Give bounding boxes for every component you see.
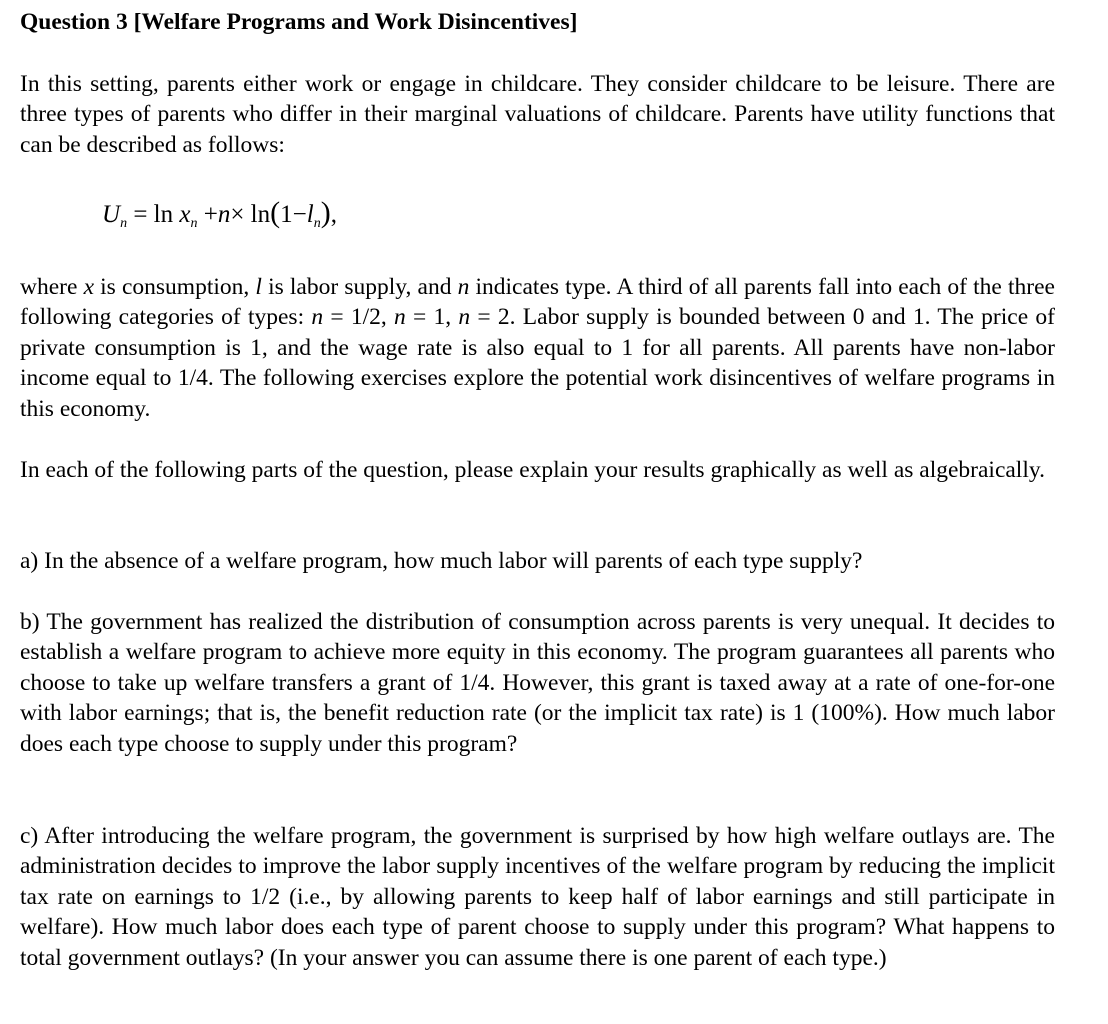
document-page [20, 6, 1055, 971]
formula-close-paren: ) [320, 196, 331, 229]
formula-one-minus: 1− [280, 201, 307, 228]
question-title: Question 3 [Welfare Programs and Work Disincentives] [20, 9, 578, 35]
where-val-1: = 1/2, [323, 304, 395, 331]
formula-l: l [306, 201, 314, 228]
formula-sub-n: n [120, 216, 128, 231]
formula-comma: , [330, 201, 337, 228]
where-var-n: n [457, 274, 470, 300]
part-a: a) In the absence of a welfare program, how much labor will parents of each type supply? [20, 548, 863, 574]
formula-x-sub: n [190, 216, 198, 231]
where-text-4: indicates type. A third of all parents fall into each of the three following categories of types: [20, 274, 1055, 331]
where-var-l: l [255, 274, 262, 300]
where-text-1: where [20, 274, 84, 300]
formula-times-ln: × ln [230, 201, 271, 228]
utility-formula [102, 196, 337, 241]
formula-u: U [102, 201, 121, 228]
part-c: c) After introducing the welfare program, the government is surprised by how high welfare outlays are. The administration decides to improve the labor supply incentives of the welfare program by reducing the implicit tax rate on earnings to 1/2 (i.e., by allowing parents to keep half of labor earnings and still participate in welfare). How much labor does each type of parent choose to supply under this program? What happens to total government outlays? (In your answer you can assume there is one parent of each type.) [20, 823, 1055, 971]
where-text-2: is consumption, [94, 274, 256, 300]
where-var-x: x [83, 274, 94, 300]
definitions-paragraph [20, 272, 1055, 424]
where-var-n2: n [394, 304, 406, 331]
where-val-2: = 1, [405, 304, 459, 331]
formula-x: x [179, 201, 191, 228]
formula-n: n [217, 201, 231, 228]
where-var-n1: n [311, 304, 324, 331]
formula-l-sub: n [313, 216, 321, 231]
instructions-paragraph: In each of the following parts of the question, please explain your results graphically as well as algebraically. [20, 457, 1045, 483]
formula-open-paren: ( [270, 196, 281, 229]
formula-plus: + [197, 201, 218, 228]
part-b: b) The government has realized the distribution of consumption across parents is very unequal. It decides to establish a welfare program to achieve more equity in this economy. The program guarantees all parents who choose to take up welfare transfers a grant of 1/4. However, this grant is taxed away at a rate of one-for-one with labor earnings; that is, the benefit reduction rate (or the implicit tax rate) is 1 (100%). How much labor does each type choose to supply under this program? [20, 609, 1055, 757]
where-text-3: is labor supply, and [261, 274, 458, 300]
intro-paragraph: In this setting, parents either work or engage in childcare. They consider childcare to be leisure. There are three types of parents who differ in their marginal valuations of childcare. Parents have utility functions that can be described as follows: [20, 71, 1055, 158]
where-var-n3: n [458, 304, 471, 331]
where-val-3: = 2. Labor supply is bounded between 0 and 1. The price of private consumption is 1, and the wage rate is also equal to 1 for all parents. All parents have non-labor income equal to 1/4. The following exercises explore the potential work disincentives of welfare programs in this economy. [20, 304, 1055, 422]
formula-eq: = ln [127, 201, 180, 228]
